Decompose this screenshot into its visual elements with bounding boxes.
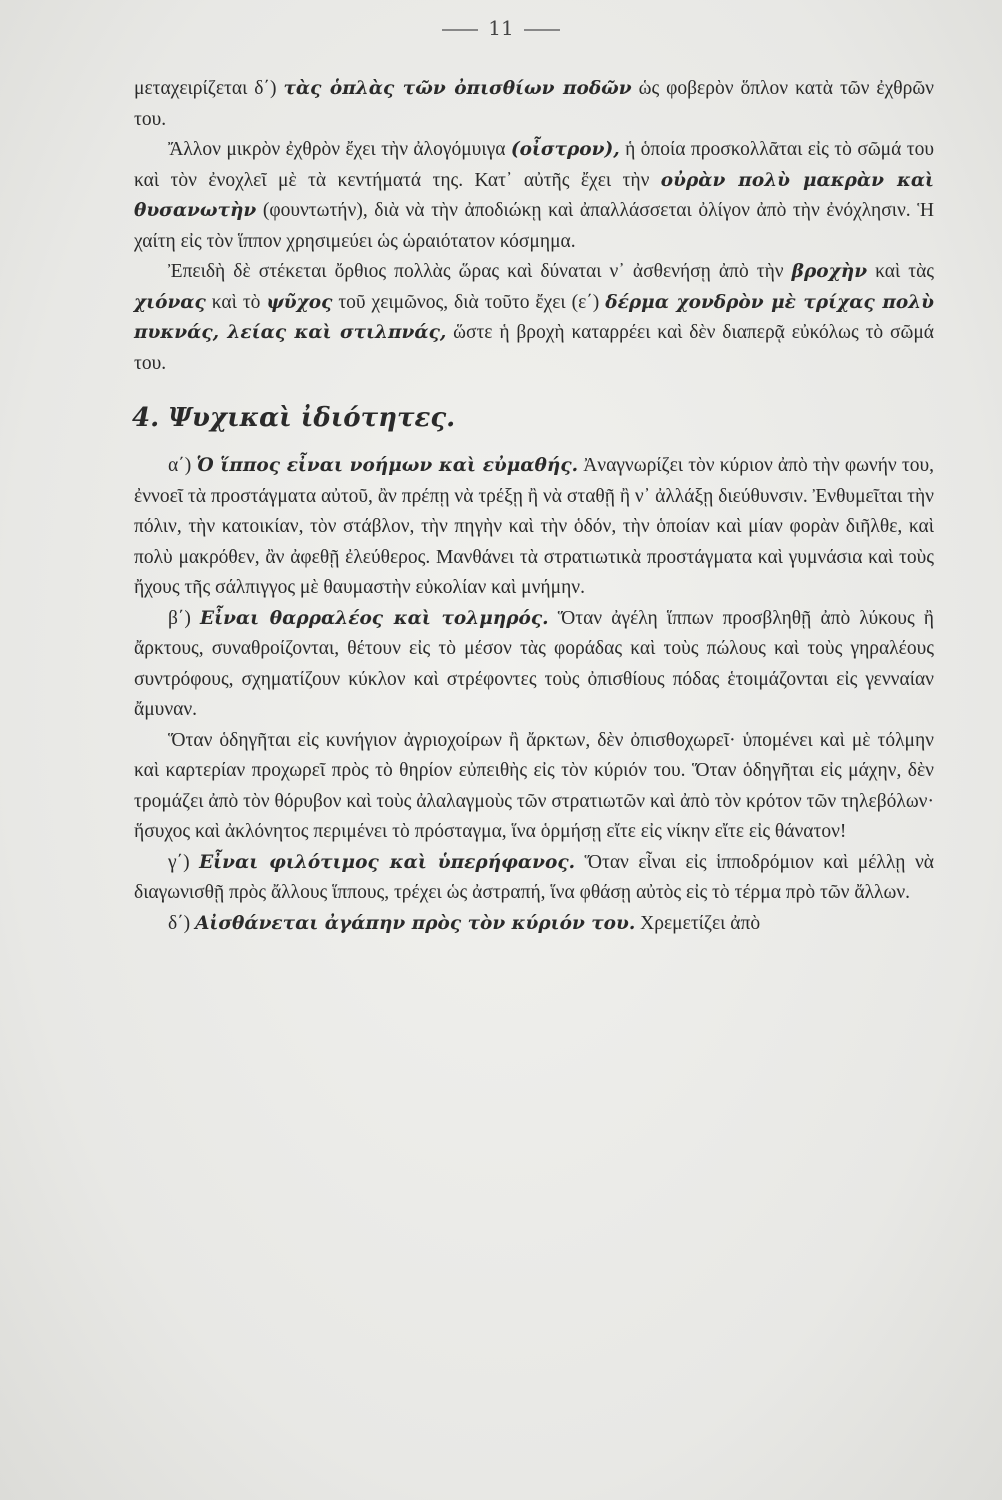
emphasis-text: βροχὴν bbox=[791, 261, 868, 282]
paragraph-text: (φουντωτήν), διὰ νὰ τὴν ἀποδιώκῃ καὶ ἀπαλλάσσεται ὀλίγον ἀπὸ τὴν ἐνόχλησιν. Ἡ χαίτη εἰς τὸν ἵππον χρησιμεύει ὡς ὡραιότατον κόσμημα. bbox=[134, 200, 935, 252]
paragraph-text: ἡ ὁποία προσκολλᾶται εἰς τὸ σῶμά του καὶ τὸν ἐνοχλεῖ μὲ τὰ κεντήματά της. Κατ᾽ αὐτῆς ἔχει τὴν bbox=[134, 139, 934, 191]
header-rule-right bbox=[524, 29, 560, 31]
paragraph-text: μεταχειρίζεται δ΄) bbox=[134, 78, 277, 99]
paragraph-text: Χρεμετίζει ἀπὸ bbox=[640, 912, 761, 934]
paragraph-text: γ΄) bbox=[168, 851, 190, 873]
paragraph bbox=[134, 848, 934, 909]
header-rule-left bbox=[442, 29, 478, 31]
emphasis-text: Εἶναι θαρραλέος καὶ τολμηρός. bbox=[200, 607, 549, 629]
paragraph-text: Ὅταν εἶναι εἰς ἱπποδρόμιον καὶ μέλλῃ νὰ διαγωνισθῇ πρὸς ἄλλους ἵππους, τρέχει ὡς ἀστραπή, ἵνα φθάσῃ αὐτὸς εἰς τὸ τέρμα πρὸ τῶν ἄλλων. bbox=[134, 851, 934, 903]
paragraph bbox=[134, 451, 934, 604]
emphasis-text: Εἶναι φιλότιμος καὶ ὑπερήφανος. bbox=[199, 851, 576, 873]
emphasis-text: χιόνας bbox=[134, 291, 206, 313]
page-number: 11 bbox=[488, 16, 514, 40]
page-body bbox=[134, 74, 934, 939]
paragraph bbox=[134, 257, 934, 379]
section-heading: 4. Ψυχικαὶ ἰδιότητες. bbox=[132, 403, 456, 433]
paragraph bbox=[134, 74, 934, 135]
paragraph-text: α΄) bbox=[168, 455, 192, 476]
paragraph-text: δ΄) bbox=[168, 912, 191, 934]
paragraph bbox=[134, 135, 934, 257]
paragraph-text: ὥστε ἡ βροχὴ καταρρέει καὶ δὲν διαπερᾷ εὐκόλως τὸ σῶμά του. bbox=[134, 322, 935, 374]
emphasis-text: Αἰσθάνεται ἀγάπην πρὸς τὸν κύριόν του. bbox=[195, 912, 636, 934]
emphasis-text: οὐρὰν πολὺ μακρὰν καὶ θυσανωτὴν bbox=[134, 169, 935, 221]
emphasis-text: Ὁ ἵππος εἶναι νοήμων καὶ εὐμαθής. bbox=[196, 455, 579, 476]
emphasis-text: τὰς ὁπλὰς τῶν ὀπισθίων ποδῶν bbox=[283, 78, 632, 99]
paragraph-text: Ἄλλον μικρὸν ἐχθρὸν ἔχει τὴν ἀλογόμυιγα bbox=[168, 139, 506, 160]
paragraph-text: καὶ τὰς bbox=[875, 261, 935, 282]
paragraph-text: καὶ τὸ bbox=[211, 291, 261, 313]
paragraph-text: Ἐπειδὴ δὲ στέκεται ὄρθιος πολλὰς ὥρας καὶ δύναται ν᾽ ἀσθενήσῃ ἀπὸ τὴν bbox=[168, 261, 784, 282]
emphasis-text: (οἶστρον), bbox=[510, 139, 620, 160]
emphasis-text: δέρμα χονδρὸν μὲ τρίχας πολὺ πυκνάς, λείας καὶ στιλπνάς, bbox=[134, 291, 935, 343]
paragraph bbox=[134, 726, 934, 848]
paragraph-text: Ὅταν ὁδηγῆται εἰς κυνήγιον ἀγριοχοίρων ἢ ἄρκτων, δὲν ὀπισθοχωρεῖ· ὑπομένει καὶ μὲ τόλμην καὶ καρτερίαν προχωρεῖ πρὸς τὸ θηρίον εὐπειθὴς εἰς τὸν κύριόν του. Ὅταν ὁδηγῆται εἰς μάχην, δὲν τρομάζει ἀπὸ τὸν θόρυβον καὶ τοὺς ἀλαλαγμοὺς τῶν στρατιωτῶν καὶ ἀπὸ τὸν κρότον τῶν τηλεβόλων· ἥσυχος καὶ ἀκλόνητος περιμένει τὸ πρόσταγμα, ἵνα ὁρμήσῃ εἴτε εἰς νίκην εἴτε εἰς θάνατον! bbox=[134, 729, 934, 842]
paragraph-text: Ὅταν ἀγέλη ἵππων προσβληθῇ ἀπὸ λύκους ἢ ἄρκτους, συναθροίζονται, θέτουν εἰς τὸ μέσον τὰς φοράδας καὶ τοὺς πώλους καὶ τοὺς γηραλέους συντρόφους, σχηματίζουν κύκλον καὶ στρέφοντες τοὺς ὀπισθίους πόδας ἑτοιμάζονται εἰς γενναίαν ἄμυναν. bbox=[134, 607, 935, 720]
paragraph-text: τοῦ χειμῶνος, διὰ τοῦτο ἔχει (ε΄) bbox=[338, 291, 600, 313]
paragraph-text: β΄) bbox=[168, 607, 191, 629]
paragraph bbox=[134, 909, 934, 940]
paragraph bbox=[134, 604, 934, 726]
paragraph-text: ὡς φοβερὸν ὅπλον κατὰ τῶν ἐχθρῶν του. bbox=[134, 78, 934, 130]
page-header bbox=[0, 16, 1002, 40]
emphasis-text: ψῦχος bbox=[266, 291, 333, 313]
paragraph-text: Ἀναγνωρίζει τὸν κύριον ἀπὸ τὴν φωνήν του, ἐννοεῖ τὰ προστάγματα αὐτοῦ, ἂν πρέπῃ νὰ τρέξῃ ἢ νὰ σταθῇ ἢ ν᾽ ἀλλάξῃ διεύθυνσιν. Ἐνθυμεῖται τὴν πόλιν, τὴν κατοικίαν, τὸν στάβλον, τὴν πηγὴν καὶ τὴν ὁδόν, τὴν ὁποίαν καὶ μίαν φορὰν διῆλθε, καὶ πολὺ μακρόθεν, ἂν ἀφεθῇ ἐλεύθερος. Μανθάνει τὰ στρατιωτικὰ προστάγματα καὶ γυμνάσια καὶ τοὺς ἤχους τῆς σάλπιγγος μὲ θαυμαστὴν εὐκολίαν καὶ μνήμην. bbox=[134, 455, 935, 598]
